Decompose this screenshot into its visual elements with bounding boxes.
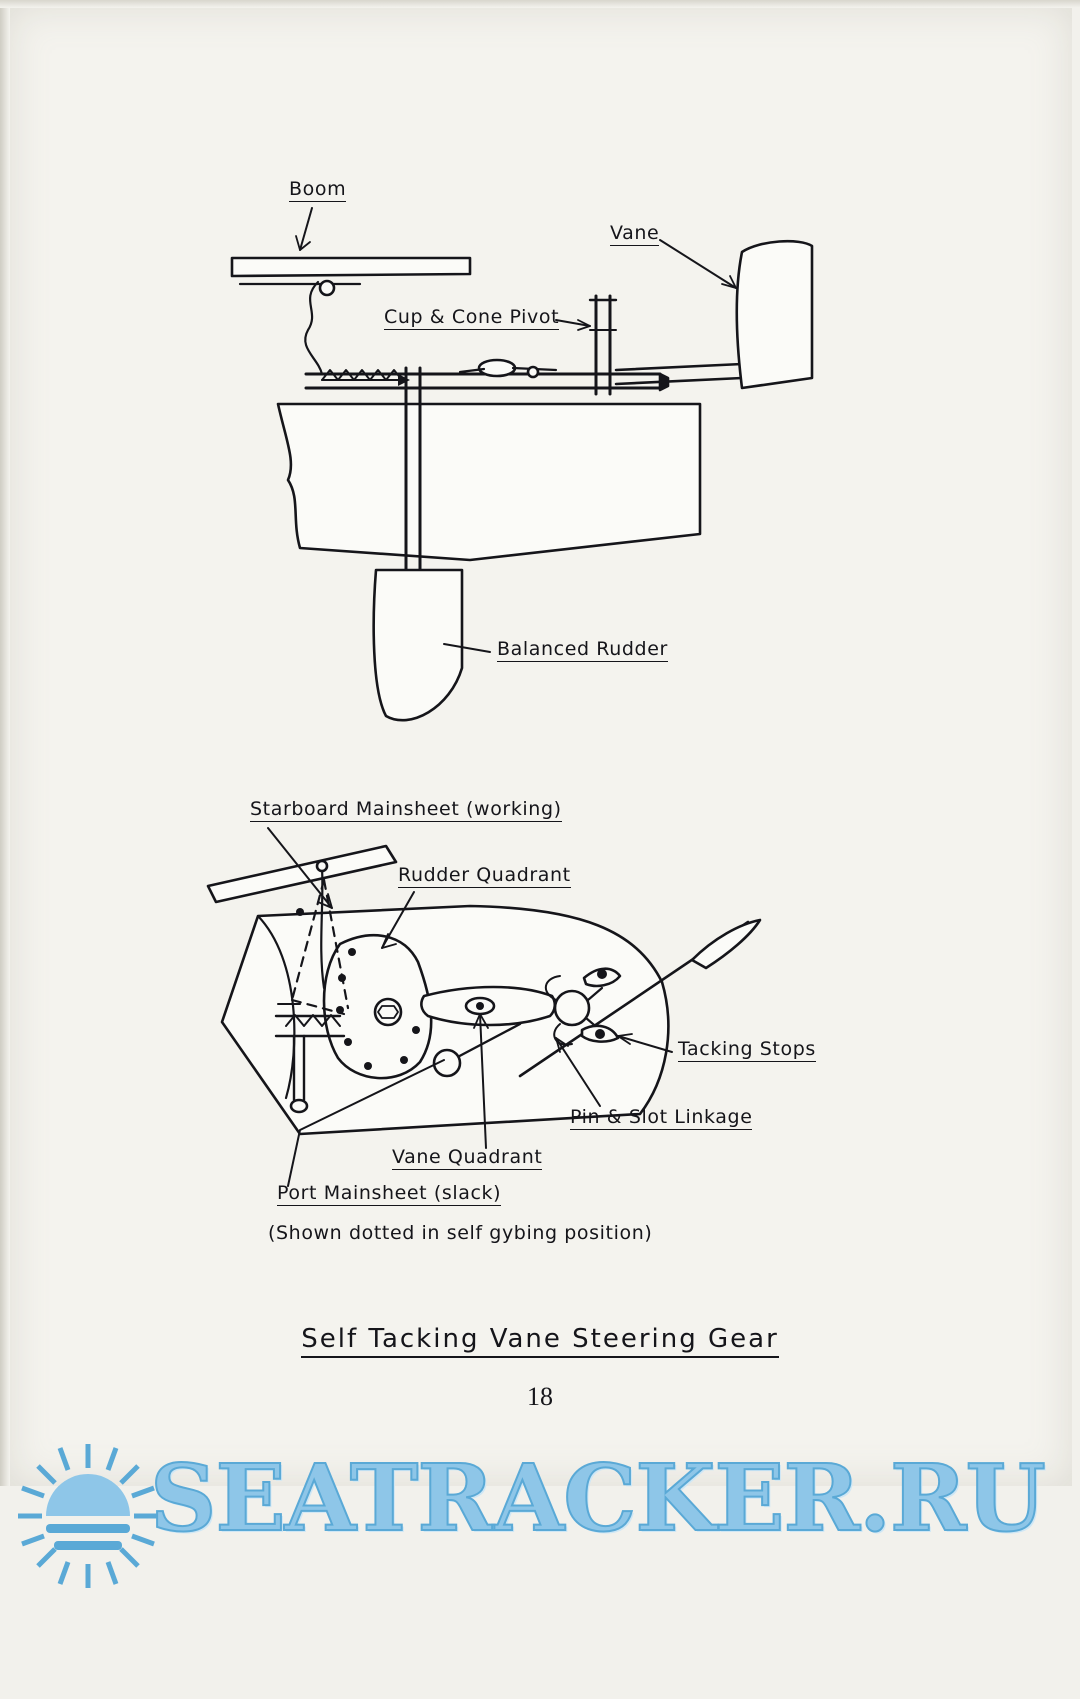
watermark <box>0 1430 1080 1699</box>
label-pin-slot-linkage: Pin & Slot Linkage <box>570 1106 753 1128</box>
label-rudder-quadrant: Rudder Quadrant <box>398 864 571 886</box>
label-tacking-stops: Tacking Stops <box>678 1038 816 1060</box>
horizontal-shaft <box>306 374 668 390</box>
label-gybing-note: (Shown dotted in self gybing position) <box>268 1222 653 1244</box>
label-boom: Boom <box>289 178 347 200</box>
pin-slot-linkage-shape <box>421 987 554 1025</box>
page-number: 18 <box>527 1382 553 1411</box>
label-vane-quadrant: Vane Quadrant <box>392 1146 543 1168</box>
figure-caption-text: Self Tacking Vane Steering Gear <box>301 1324 779 1358</box>
figure-caption <box>0 1324 1080 1354</box>
label-balanced-rudder: Balanced Rudder <box>497 638 668 660</box>
hull-profile <box>278 404 700 560</box>
boom-shape <box>232 258 470 284</box>
label-port-mainsheet: Port Mainsheet (slack) <box>277 1182 502 1204</box>
label-starboard-mainsheet: Starboard Mainsheet (working) <box>250 798 562 820</box>
boom-plan <box>208 846 396 902</box>
cup-cone-pivot-post <box>590 296 616 394</box>
boom-linkage <box>305 281 334 374</box>
label-cup-cone-pivot: Cup & Cone Pivot <box>384 306 560 328</box>
label-vane: Vane <box>610 222 660 244</box>
rudder-quadrant-shape <box>324 935 431 1078</box>
sun-icon <box>10 1438 170 1618</box>
watermark-text: SEATRACKER.RU <box>150 1444 1045 1552</box>
vane-blade <box>737 241 812 388</box>
